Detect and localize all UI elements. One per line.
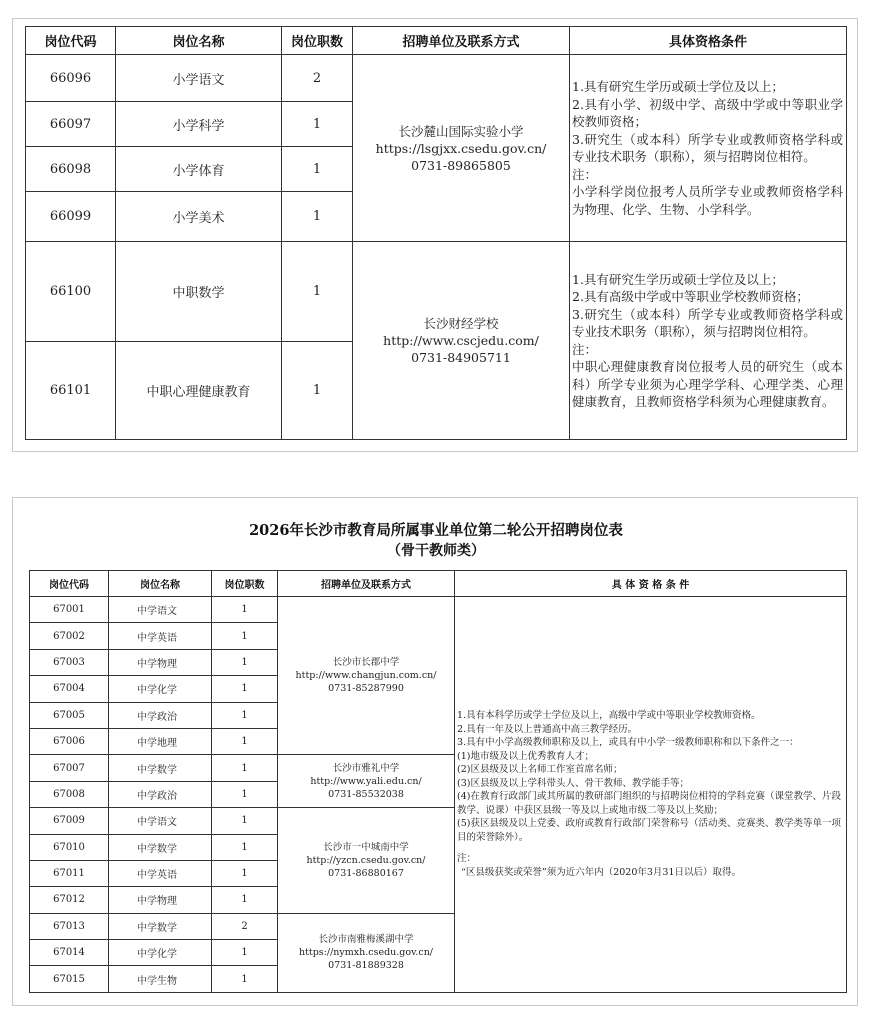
unit-url[interactable]: https://nymxh.csedu.gov.cn/ [298, 947, 434, 959]
position-name: 中学地理 [109, 728, 212, 754]
recruiting-unit [278, 755, 455, 808]
position-count: 1 [212, 966, 278, 992]
position-code: 67004 [30, 676, 109, 702]
position-count: 1 [212, 781, 278, 807]
unit-phone: 0731-81889328 [328, 960, 404, 972]
unit-phone: 0731-85287990 [328, 683, 404, 695]
note-text: “区县级获奖或荣誉”须为近六年内（2020年3月31日以后）取得。 [461, 866, 742, 878]
table-header-row [26, 27, 847, 55]
unit-name: 长沙市南雅梅溪湖中学 [318, 934, 414, 946]
position-name: 中学物理 [109, 887, 212, 913]
position-code: 66100 [26, 242, 116, 342]
positions-table-2 [29, 570, 847, 993]
position-code: 67006 [30, 728, 109, 754]
qualification-conditions [570, 242, 847, 440]
position-count: 1 [282, 147, 353, 192]
position-count: 1 [212, 860, 278, 886]
position-code: 66097 [26, 102, 116, 147]
header-conditions: 具 体 资 格 条 件 [455, 571, 847, 597]
position-name: 中学化学 [109, 676, 212, 702]
table1-frame [12, 18, 858, 452]
condition-line: 2.具有小学、初级中学、高级中学或中等职业学校教师资格； [572, 96, 843, 129]
position-code: 67011 [30, 860, 109, 886]
qualification-conditions [455, 597, 847, 993]
note-label: 注： [572, 341, 598, 357]
position-count: 2 [212, 913, 278, 939]
position-code: 66101 [26, 342, 116, 440]
header-code: 岗位代码 [26, 27, 116, 55]
unit-name: 长沙财经学校 [423, 316, 499, 331]
position-count: 1 [212, 702, 278, 728]
position-name: 中学语文 [109, 808, 212, 834]
header-unit: 招聘单位及联系方式 [353, 27, 570, 55]
position-code: 67005 [30, 702, 109, 728]
condition-line: 3.研究生（或本科）所学专业或教师资格学科或专业技术职务（职称），须与招聘岗位相符。 [572, 306, 843, 339]
table2-frame [12, 497, 858, 1006]
table-row [30, 597, 847, 623]
position-count: 1 [212, 597, 278, 623]
note-text: 中职心理健康教育岗位报考人员的研究生（或本科）所学专业须为心理学学科、心理学类、心理健康教育，且教师资格学科须为心理健康教育。 [572, 359, 843, 409]
position-code: 67003 [30, 649, 109, 675]
table-row [26, 55, 847, 102]
position-name: 中学化学 [109, 940, 212, 966]
position-code: 67008 [30, 781, 109, 807]
condition-line: 1.具有本科学历或学士学位及以上，高级中学或中等职业学校教师资格。 [457, 710, 761, 722]
position-name: 中学政治 [109, 781, 212, 807]
condition-line: 1.具有研究生学历或硕士学位及以上； [572, 271, 784, 287]
position-count: 1 [212, 755, 278, 781]
unit-name: 长沙市长郡中学 [332, 657, 400, 669]
position-count: 2 [282, 55, 353, 102]
position-count: 1 [282, 192, 353, 242]
note-label: 注： [572, 166, 598, 182]
position-code: 67007 [30, 755, 109, 781]
position-code: 67002 [30, 623, 109, 649]
header-unit: 招聘单位及联系方式 [278, 571, 455, 597]
position-count: 1 [212, 649, 278, 675]
condition-line: 2.具有一年及以上普通高中高三教学经历。 [457, 723, 638, 735]
unit-name: 长沙市一中城南中学 [323, 841, 409, 853]
condition-line: (5)获区县级及以上党委、政府或教育行政部门荣誉称号（活动类、竞赛类、教学类等单一项目的荣誉除外）。 [457, 818, 841, 843]
condition-line: 1.具有研究生学历或硕士学位及以上； [572, 79, 784, 94]
condition-line: (2)区县级及以上名师工作室首席名师； [457, 764, 623, 776]
unit-url[interactable]: http://www.changjun.com.cn/ [295, 670, 437, 682]
document-subtitle: （骨干教师类） [387, 543, 485, 559]
position-name: 小学体育 [116, 147, 282, 192]
position-code: 67009 [30, 808, 109, 834]
header-count: 岗位职数 [212, 571, 278, 597]
condition-line: 3.研究生（或本科）所学专业或教师资格学科或专业技术职务（职称），须与招聘岗位相符。 [572, 131, 843, 164]
position-name: 小学科学 [116, 102, 282, 147]
header-name: 岗位名称 [116, 27, 282, 55]
position-count: 1 [212, 834, 278, 860]
unit-url[interactable]: http://www.cscjedu.com/ [383, 333, 539, 348]
position-name: 中学语文 [109, 597, 212, 623]
position-name: 中学数学 [109, 834, 212, 860]
unit-url[interactable]: http://www.yali.edu.cn/ [310, 775, 422, 787]
position-count: 1 [212, 940, 278, 966]
unit-phone: 0731-85532038 [328, 788, 404, 800]
position-name: 中学物理 [109, 649, 212, 675]
header-code: 岗位代码 [30, 571, 109, 597]
position-code: 67014 [30, 940, 109, 966]
position-name: 中学数学 [109, 913, 212, 939]
unit-name: 长沙麓山国际实验小学 [398, 123, 524, 139]
condition-line: (4)在教育行政部门或其所属的教研部门组织的与招聘岗位相符的学科竞赛（课堂教学、片段教学、说课）中获区县级一等及以上或地市级二等及以上奖励； [457, 791, 841, 816]
position-code: 66096 [26, 55, 116, 102]
position-count: 1 [212, 887, 278, 913]
recruiting-unit [353, 55, 570, 242]
header-name: 岗位名称 [109, 571, 212, 597]
position-count: 1 [212, 676, 278, 702]
position-name: 中学数学 [109, 755, 212, 781]
position-count: 1 [212, 808, 278, 834]
position-count: 1 [282, 342, 353, 440]
recruiting-unit [278, 808, 455, 914]
position-name: 中学英语 [109, 860, 212, 886]
unit-name: 长沙市雅礼中学 [332, 762, 400, 774]
position-code: 67015 [30, 966, 109, 992]
position-name: 小学语文 [116, 55, 282, 102]
unit-url[interactable]: https://lsgjxx.csedu.gov.cn/ [375, 140, 547, 156]
condition-line: (3)区县级及以上学科带头人、骨干教师、教学能手等； [457, 777, 689, 789]
unit-phone: 0731-86880167 [328, 867, 404, 879]
unit-url[interactable]: http://yzcn.csedu.gov.cn/ [306, 854, 426, 866]
unit-phone: 0731-89865805 [411, 157, 511, 173]
unit-phone: 0731-84905711 [411, 350, 511, 365]
table-header-row [30, 571, 847, 597]
header-conditions: 具体资格条件 [570, 27, 847, 55]
note-text: 小学科学岗位报考人员所学专业或教师资格学科为物理、化学、生物、小学科学。 [572, 184, 843, 217]
header-count: 岗位职数 [282, 27, 353, 55]
position-code: 67012 [30, 887, 109, 913]
condition-line: 2.具有高级中学或中等职业学校教师资格； [572, 289, 809, 304]
note-label: 注： [457, 853, 477, 865]
condition-line: (1)地市级及以上优秀教育人才； [457, 750, 594, 762]
position-name: 小学美术 [116, 192, 282, 242]
recruiting-unit [278, 913, 455, 992]
position-count: 1 [212, 623, 278, 649]
position-code: 66099 [26, 192, 116, 242]
condition-line: 3.具有中小学高级教师职称及以上，或具有中小学一级教师职称和以下条件之一： [457, 737, 799, 749]
position-name: 中职数学 [116, 242, 282, 342]
recruiting-unit [278, 597, 455, 755]
position-count: 1 [282, 102, 353, 147]
table-row [26, 242, 847, 342]
position-name: 中学生物 [109, 966, 212, 992]
recruiting-unit [353, 242, 570, 440]
qualification-conditions [570, 55, 847, 242]
position-code: 67001 [30, 597, 109, 623]
position-count: 1 [212, 728, 278, 754]
position-name: 中职心理健康教育 [116, 342, 282, 440]
positions-table-1 [25, 26, 847, 440]
document-title: 2026年长沙市教育局所属事业单位第二轮公开招聘岗位表 [249, 522, 623, 539]
position-code: 67010 [30, 834, 109, 860]
position-count: 1 [282, 242, 353, 342]
position-code: 66098 [26, 147, 116, 192]
position-name: 中学英语 [109, 623, 212, 649]
position-name: 中学政治 [109, 702, 212, 728]
position-code: 67013 [30, 913, 109, 939]
